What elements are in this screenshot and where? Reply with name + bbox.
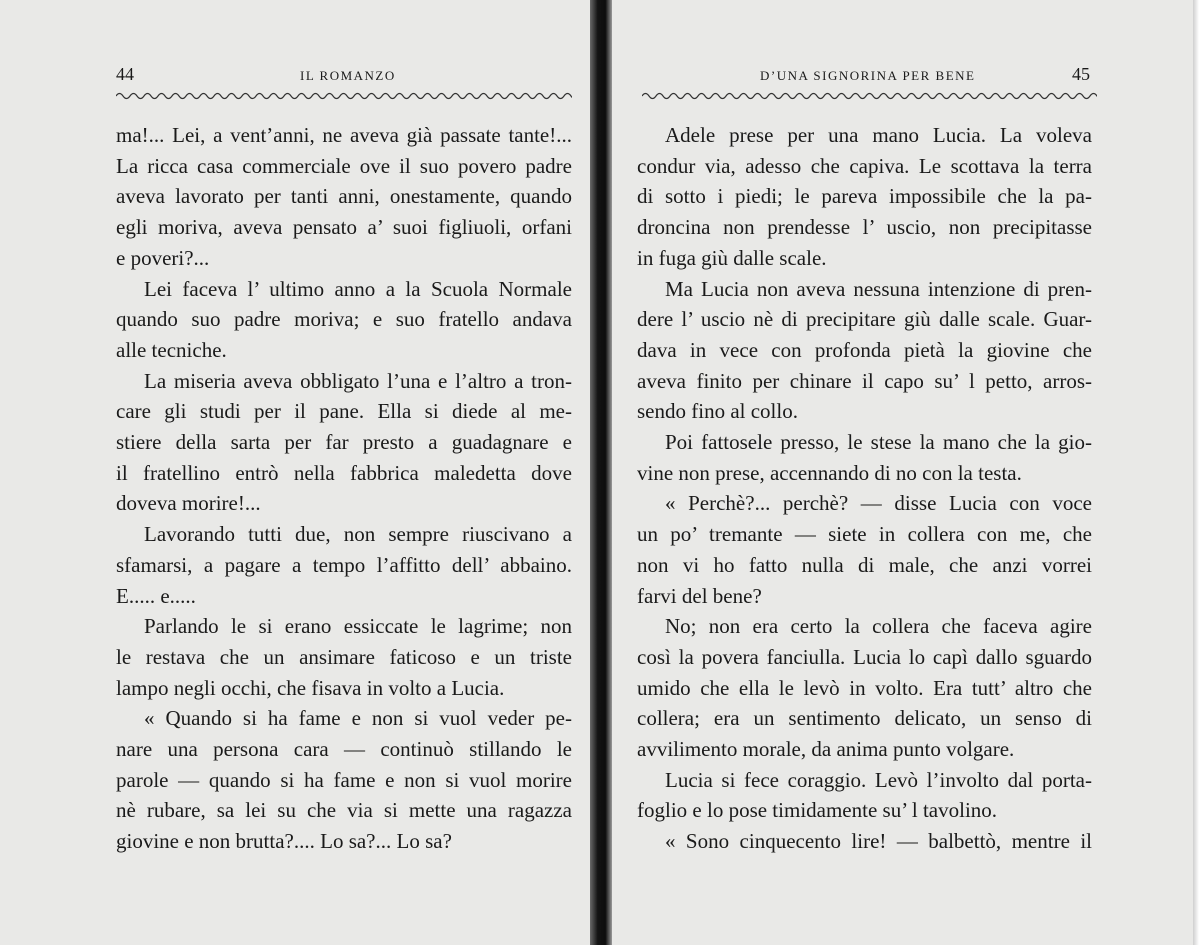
text-line: vine non prese, accennando di no con la testa. [637, 460, 1022, 485]
text-line: ma!... Lei, a vent’anni, ne aveva già passate tante!... [116, 123, 572, 147]
text-line: lampo negli occhi, che fisava in volto a Lucia. [116, 675, 505, 700]
text-line: il fratellino entrò nella fabbrica maledetta dove [116, 460, 572, 485]
text-line: alle tecniche. [116, 337, 227, 362]
text-line: giovine e non brutta?.... Lo sa?... Lo sa? [116, 829, 452, 854]
text-line: stiere della sarta per far presto a guadagnare e [116, 430, 572, 455]
header-rule-ornament [642, 89, 1097, 103]
right-page [612, 0, 1199, 945]
text-line: aveva lavorato per tanti anni, onestamente, quando [116, 184, 572, 209]
text-line: egli moriva, aveva pensato a’ suoi figliuoli, orfani [116, 215, 572, 240]
text-line: foglio e lo pose timidamente su’ l tavolino. [637, 798, 998, 823]
text-line: nare una persona cara — continuò stillando le [116, 737, 572, 762]
text-line: doveva morire!... [116, 491, 261, 516]
text-line: « Sono cinquecento lire! — balbettò, mentre il [665, 829, 1092, 854]
text-line: La ricca casa commerciale ove il suo povero padre [116, 153, 572, 178]
text-line: E..... e..... [116, 583, 196, 608]
text-line: parole — quando si ha fame e non si vuol morire [116, 767, 572, 792]
body-text [637, 120, 1092, 857]
text-line: e poveri?... [116, 245, 210, 270]
text-line: Ma Lucia non aveva nessuna intenzione di pren- [665, 276, 1092, 301]
body-text [116, 120, 572, 857]
text-line: « Quando si ha fame e non si vuol veder pe- [144, 706, 572, 731]
text-line: le restava che un ansimare faticoso e un triste [116, 644, 572, 669]
text-line: farvi del bene? [637, 583, 762, 608]
text-line: Lavorando tutti due, non sempre riuscivano a [144, 522, 572, 547]
running-head: D’UNA SIGNORINA PER BENE [760, 68, 976, 83]
text-line: La miseria aveva obbligato l’una e l’altro a tron- [144, 368, 572, 393]
page-edge [1193, 0, 1199, 945]
text-line: droncina non prendesse l’ uscio, non precipitasse [637, 215, 1092, 240]
text-line: No; non era certo la collera che faceva agire [665, 614, 1092, 639]
left-page [0, 0, 590, 945]
text-line: aveva finito per chinare il capo su’ l petto, arros- [637, 368, 1092, 393]
text-line: avvilimento morale, da anima punto volgare. [637, 737, 1015, 762]
text-line: un po’ tremante — siete in collera con me, che [637, 522, 1092, 547]
text-line: nè rubare, sa lei su che via si mette una ragazza [116, 798, 572, 823]
text-line: umido che ella le levò in volto. Era tutt’ altro che [637, 675, 1092, 700]
text-line: Parlando le si erano essiccate le lagrime; non [144, 614, 572, 639]
text-line: Lei faceva l’ ultimo anno a la Scuola Normale [144, 276, 572, 301]
text-line: Poi fattosele presso, le stese la mano che la gio- [665, 430, 1092, 455]
text-line: sendo fino al collo. [637, 399, 798, 424]
text-line: dava in vece con profonda pietà la giovine che [637, 337, 1092, 362]
text-line: care gli studi per il pane. Ella si diede al me- [116, 399, 572, 424]
text-line: condur via, adesso che capiva. Le scottava la terra [637, 153, 1092, 178]
text-line: Lucia si fece coraggio. Levò l’involto dal porta- [665, 767, 1092, 792]
text-line: di sotto i piedi; le pareva impossibile che la pa- [637, 184, 1092, 209]
book-gutter [590, 0, 612, 945]
text-line: collera; era un sentimento delicato, un senso di [637, 706, 1092, 731]
text-line: dere l’ uscio nè di precipitare giù dalle scale. Guar- [637, 307, 1092, 332]
header-rule-ornament [116, 89, 572, 103]
page-number: 45 [1072, 64, 1090, 84]
text-line: quando suo padre moriva; e suo fratello andava [116, 307, 572, 332]
text-line: non vi ho fatto nulla di male, che anzi vorrei [637, 552, 1092, 577]
running-head: IL ROMANZO [300, 68, 396, 83]
text-line: sfamarsi, a pagare a tempo l’affitto dell’ abbaino. [116, 552, 572, 577]
right-page-header [612, 64, 1199, 86]
text-line: così la povera fanciulla. Lucia lo capì dallo sguardo [637, 644, 1092, 669]
text-line: in fuga giù dalle scale. [637, 245, 827, 270]
page-number: 44 [116, 64, 134, 84]
text-line: Adele prese per una mano Lucia. La voleva [665, 123, 1092, 147]
left-page-header [0, 64, 590, 86]
text-line: « Perchè?... perchè? — disse Lucia con voce [665, 491, 1092, 516]
